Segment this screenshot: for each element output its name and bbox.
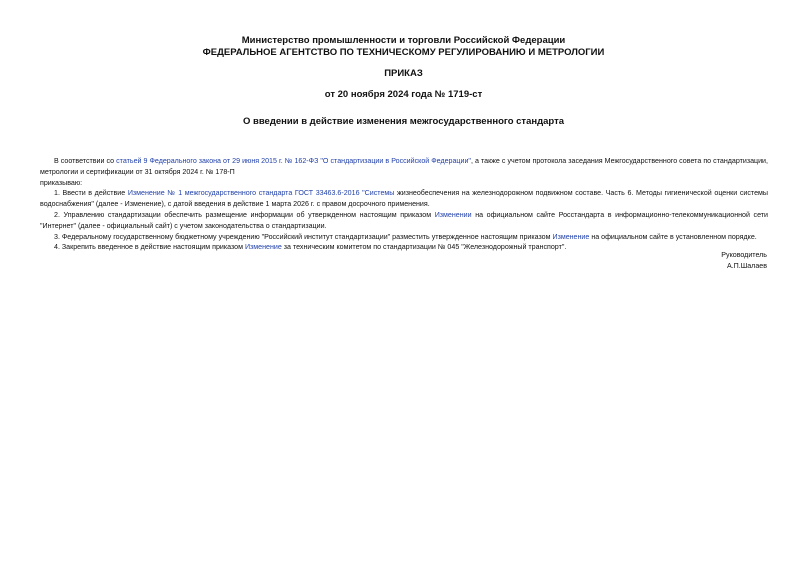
item-4 [40, 242, 768, 253]
order-title: ПРИКАЗ [384, 68, 423, 79]
preamble-text: В соответствии со [54, 157, 117, 165]
item-2 [40, 210, 768, 232]
item-1 [40, 188, 768, 210]
amendment-link-4[interactable]: Изменение [244, 243, 282, 252]
preamble-paragraph [40, 156, 768, 178]
signer-position: Руководитель [721, 251, 767, 259]
signature-block [721, 250, 767, 272]
signer-name: А.П.Шалаев [726, 262, 767, 270]
item-3 [40, 232, 768, 243]
item-3-text: 3. Федеральному государственному бюджетному учреждению "Российский институт стандартизации" разместить утвержденное настоящим приказом [54, 232, 553, 241]
agency-name: ФЕДЕРАЛЬНОЕ АГЕНТСТВО ПО ТЕХНИЧЕСКОМУ РЕГУЛИРОВАНИЮ И МЕТРОЛОГИИ [202, 47, 605, 58]
document-header [0, 35, 807, 59]
item-1-text: 1. Ввести в действие [54, 189, 128, 198]
item-4-text: 4. Закрепить введенное в действие настоящим приказом [54, 243, 245, 252]
document-body [40, 156, 768, 253]
item-2-text: 2. Управлению стандартизации обеспечить размещение информации об утвержденном настоящим приказом [54, 210, 435, 219]
item-3-text-cont: на официальном сайте в установленном порядке. [589, 232, 757, 241]
orders-word: приказываю: [40, 178, 83, 187]
order-date: от 20 ноября 2024 года № 1719-ст [324, 89, 483, 100]
order-subject: О введении в действие изменения межгосударственного стандарта [242, 116, 565, 127]
ministry-name: Министерство промышленности и торговли Российской Федерации [241, 35, 566, 46]
amendment-standard-link[interactable]: Изменение № 1 межгосударственного стандарта ГОСТ 33463.6-2016 "Системы [127, 189, 395, 198]
amendment-link-3[interactable]: Изменение [552, 232, 590, 241]
item-4-text-cont: за техническим комитетом по стандартизации № 045 "Железнодорожный транспорт". [281, 243, 567, 252]
law-link[interactable]: статьей 9 Федерального закона от 29 июня 2015 г. № 162-ФЗ "О стандартизации в Российской Федерации" [116, 157, 471, 165]
item-2-text-cont: на официальном сайте Росстандарта в информационно-телекоммуникационной сети "Интернет" (далее - официальный сайт) с учетом законодательства о стандартизации. [40, 210, 769, 230]
preamble-text-cont: , а также с учетом протокола заседания Межгосударственного совета по стандартизации, метрологии и сертификации от 31 октября 2024 г. № 178-П [40, 157, 768, 176]
amendment-link-2[interactable]: Изменении [434, 210, 472, 219]
item-1-text-cont: жизнеобеспечения на железнодорожном подвижном составе. Часть 6. Методы гигиенической оценки системы водоснабжения" (далее - Изменение), с датой введения в действие 1 марта 2026 г. с правом досрочного применения. [40, 189, 769, 209]
